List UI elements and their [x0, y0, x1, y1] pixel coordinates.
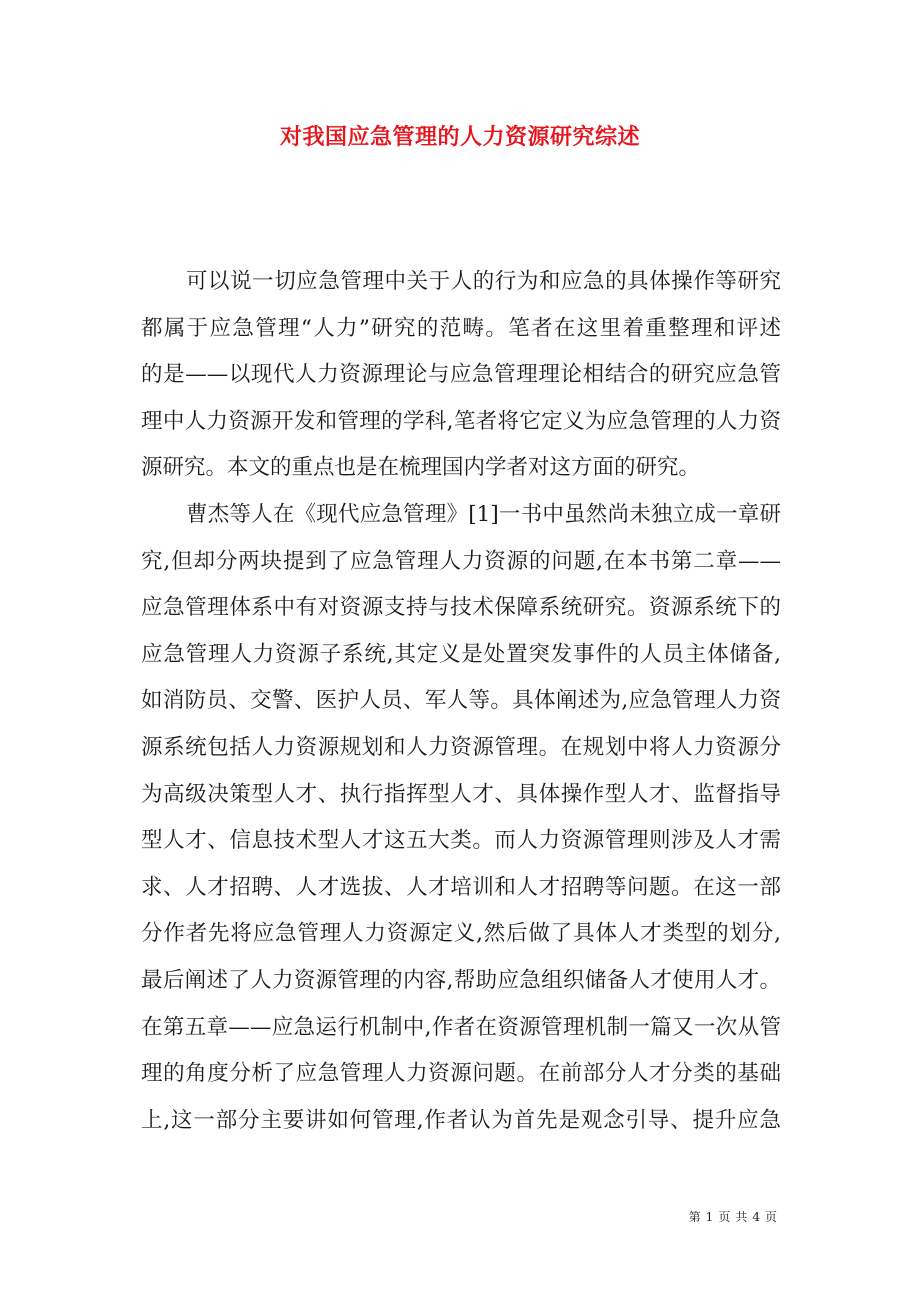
text-line: 如消防员、交警、医护人员、军人等。具体阐述为,应急管理人力资 [141, 688, 781, 714]
text-line: 源研究。本文的重点也是在梳理国内学者对这方面的研究。 [141, 455, 701, 481]
footer-total-word: 页 [764, 1210, 778, 1224]
text-line: 应急管理人力资源子系统,其定义是处置突发事件的人员主体储备, [141, 641, 781, 667]
text-line: 都属于应急管理“人力”研究的范畴。笔者在这里着重整理和评述 [141, 315, 781, 341]
page-footer [687, 1208, 780, 1225]
text-line: 的是——以现代人力资源理论与应急管理理论相结合的研究应急管 [141, 362, 781, 388]
paragraph-2 [141, 498, 781, 1150]
paragraph-1 [141, 265, 781, 498]
document-title: 对我国应急管理的人力资源研究综述 [279, 124, 640, 150]
text-line: 为高级决策型人才、执行指挥型人才、具体操作型人才、监督指导 [141, 781, 781, 807]
text-line: 应急管理体系中有对资源支持与技术保障系统研究。资源系统下的 [141, 595, 781, 621]
document-body [141, 265, 781, 1150]
text-line: 型人才、信息技术型人才这五大类。而人力资源管理则涉及人才需 [141, 828, 781, 854]
text-line: 曹杰等人在《现代应急管理》[1]一书中虽然尚未独立成一章研 [186, 501, 781, 527]
text-line: 上,这一部分主要讲如何管理,作者认为首先是观念引导、提升应急 [141, 1107, 781, 1133]
text-line: 理的角度分析了应急管理人力资源问题。在前部分人才分类的基础 [141, 1061, 781, 1087]
footer-page-prefix: 第 [688, 1210, 702, 1224]
current-page-number: 1 [705, 1210, 715, 1224]
text-line: 分作者先将应急管理人力资源定义,然后做了具体人才类型的划分, [141, 921, 781, 947]
total-pages: 4 [752, 1210, 761, 1224]
text-line: 求、人才招聘、人才选拔、人才培训和人才招聘等问题。在这一部 [141, 874, 781, 900]
text-line: 源系统包括人力资源规划和人力资源管理。在规划中将人力资源分 [141, 734, 781, 760]
text-line: 最后阐述了人力资源管理的内容,帮助应急组织储备人才使用人才。 [141, 967, 781, 993]
text-line: 在第五章——应急运行机制中,作者在资源管理机制一篇又一次从管 [141, 1014, 781, 1040]
text-line: 理中人力资源开发和管理的学科,笔者将它定义为应急管理的人力资 [141, 408, 781, 434]
text-line: 究,但却分两块提到了应急管理人力资源的问题,在本书第二章—— [141, 548, 781, 574]
text-line: 可以说一切应急管理中关于人的行为和应急的具体操作等研究 [186, 269, 781, 294]
footer-total-prefix: 共 [735, 1210, 749, 1224]
footer-page-word: 页 [718, 1210, 732, 1224]
